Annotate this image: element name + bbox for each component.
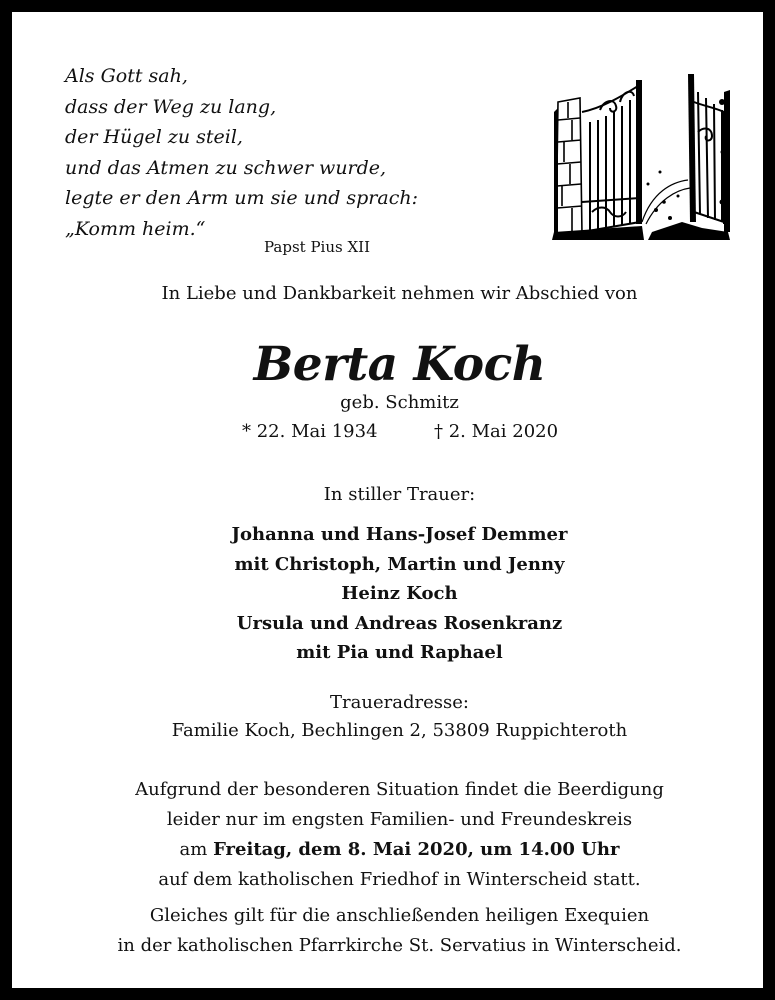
mourner-line: Ursula und Andreas Rosenkranz — [236, 612, 563, 634]
death-date: † 2. Mai 2020 — [434, 421, 559, 442]
address-label: Traueradresse: — [330, 692, 469, 713]
cemetery-gate-illustration — [552, 72, 730, 240]
deceased-name: Berta Koch — [253, 337, 546, 392]
mourner-line: Heinz Koch — [341, 583, 458, 604]
mourner-line: mit Pia und Raphael — [296, 642, 503, 663]
exequien-notice — [24, 901, 775, 961]
mourners-heading: In stiller Trauer: — [323, 484, 476, 505]
poem — [65, 61, 485, 244]
notice-line: in der katholischen Pfarrkirche St. Servatius in Winterscheid. — [117, 935, 682, 956]
mourners-list — [24, 520, 775, 668]
notice-line: auf dem katholischen Friedhof in Winterscheid statt. — [158, 869, 641, 890]
notice-prefix: am — [179, 839, 214, 860]
funeral-notice — [24, 775, 775, 895]
mourner-line: Johanna und Hans-Josef Demmer — [231, 524, 568, 545]
poem-line: „Komm heim.“ — [65, 217, 206, 240]
notice-line: Aufgrund der besonderen Situation findet die Beerdigung — [135, 779, 664, 800]
address-value: Familie Koch, Bechlingen 2, 53809 Ruppichteroth — [171, 720, 628, 741]
life-dates — [24, 421, 775, 447]
birth-date: * 22. Mai 1934 — [242, 421, 378, 442]
poem-line: legte er den Arm um sie und sprach: — [65, 187, 418, 209]
poem-line: Als Gott sah, — [65, 65, 188, 87]
poem-line: und das Atmen zu schwer wurde, — [65, 156, 387, 179]
intro-text: In Liebe und Dankbarkeit nehmen wir Abschied von — [161, 283, 638, 304]
funeral-date: Freitag, dem 8. Mai 2020, um 14.00 Uhr — [213, 839, 620, 860]
poem-author: Papst Pius XII — [264, 238, 371, 256]
notice-line: leider nur im engsten Familien- und Freundeskreis — [166, 809, 633, 830]
notice-line-date — [24, 835, 775, 865]
mourner-line: mit Christoph, Martin und Jenny — [234, 553, 565, 575]
poem-line: dass der Weg zu lang, — [65, 95, 277, 118]
poem-line: der Hügel zu steil, — [65, 126, 243, 148]
notice-line: Gleiches gilt für die anschließenden heiligen Exequien — [149, 905, 650, 926]
born-name: geb. Schmitz — [340, 392, 459, 413]
